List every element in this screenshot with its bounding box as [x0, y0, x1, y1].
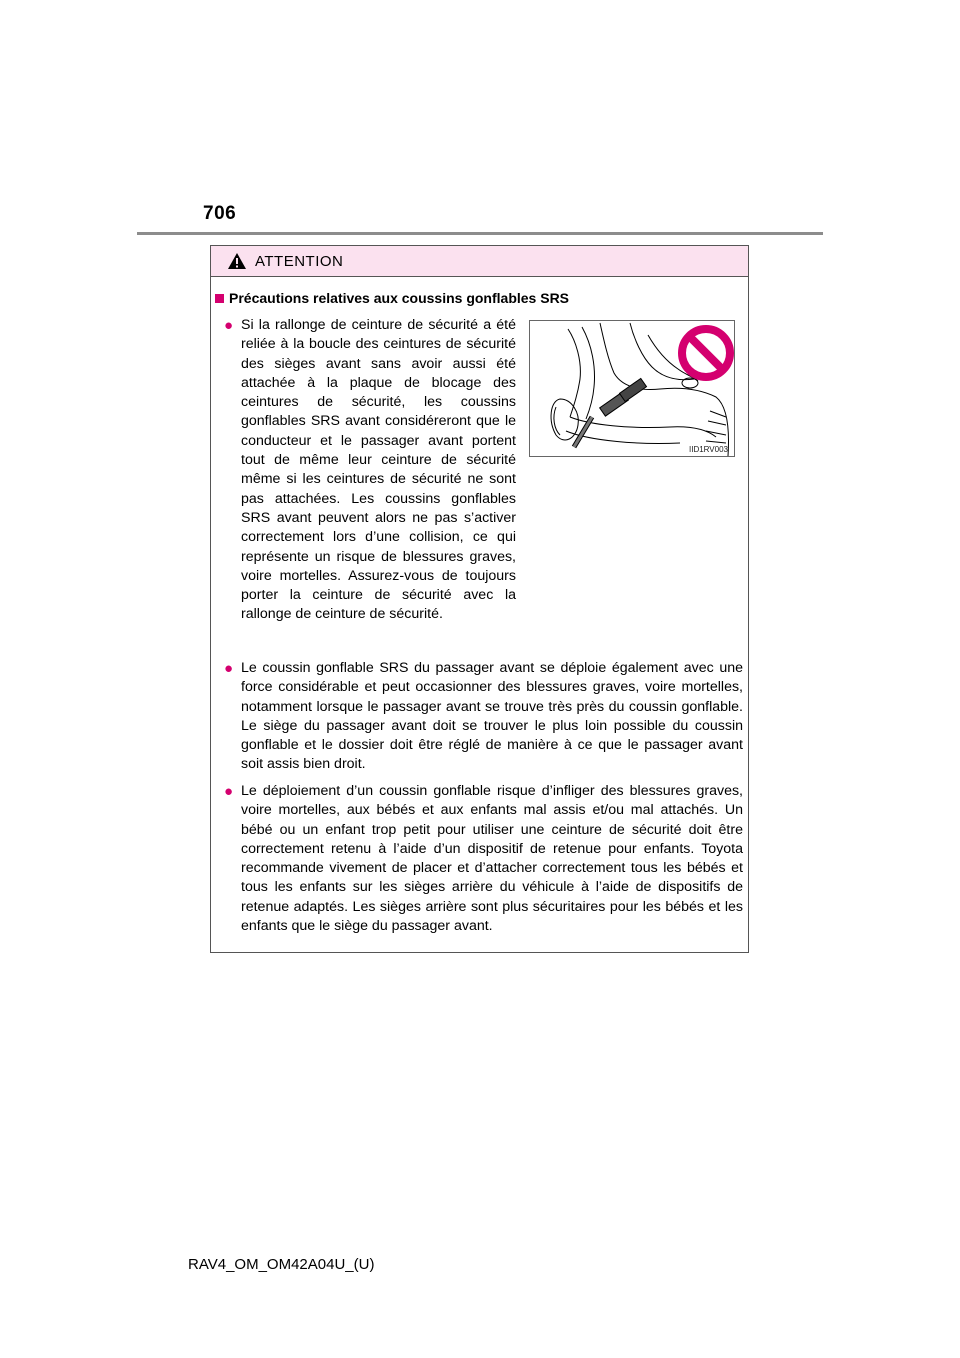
warning-title: ATTENTION — [255, 252, 344, 270]
seatbelt-illustration — [529, 320, 735, 457]
warning-box — [210, 245, 749, 953]
bullet-item — [224, 659, 743, 775]
bullet-dot-icon: ● — [224, 783, 234, 800]
warning-header — [211, 246, 748, 277]
bullet-item — [224, 316, 516, 625]
square-bullet-icon — [215, 294, 224, 303]
prohibition-icon — [682, 329, 730, 377]
bullet-dot-icon: ● — [224, 660, 234, 677]
illustration-code: IID1RV003 — [689, 445, 728, 454]
bullet-text: Le déploiement d’un coussin gonflable risque d’infliger des blessures graves, voire mortelles, aux bébés et aux enfants mal assis et/ou mal attachés. Un bébé ou un enfant trop petit pour utiliser une ceinture de sécurité doit être correctement retenu à l’aide d’un dispositif de retenue pour enfants. Toyota recommande vivement de placer et d’attacher correctement tous les bébés et tous les enfants sur les sièges arrière du véhicule à l’aide de dispositifs de retenue adaptés. Les sièges arrière sont plus sécuritaires pour les bébés et les enfants que le siège du passager avant. — [241, 783, 743, 935]
warning-triangle-icon — [227, 252, 247, 270]
bullet-text: Le coussin gonflable SRS du passager avant se déploie également avec une force considérable et peut occasionner des blessures graves, voire mortelles, notamment lorsque le passager avant se trouve très près du coussin gonflable. Le siège du passager avant doit se trouver le plus loin possible du coussin gonflable et le dossier doit être réglé de manière à ce que le passager avant soit assis bien droit. — [241, 660, 743, 773]
bullet-text: Si la rallonge de ceinture de sécurité a été reliée à la boucle des ceintures de sécurité des sièges avant sans avoir aussi été attachée à la plaque de blocage des ceintures de sécurité, les coussins gonflables SRS avant considéreront que le conducteur et le passager avant portent tout de même leur ceinture de sécurité même si les ceintures de sécurité ne sont pas attachées. Les coussins gonflables SRS avant peuvent alors ne pas s’activer correctement lors d’une collision, ce qui représente un risque de blessures graves, voire mortelles. Assurez-vous de toujours porter la ceinture de sécurité avec la rallonge de ceinture de sécurité. — [241, 317, 516, 623]
seatbelt-extender-drawing — [530, 321, 734, 456]
section-heading-text: Précautions relatives aux coussins gonflables SRS — [229, 290, 570, 306]
footer-document-code: RAV4_OM_OM42A04U_(U) — [188, 1256, 375, 1273]
bullet-dot-icon: ● — [224, 317, 234, 334]
section-heading — [215, 290, 569, 306]
page-number: 706 — [203, 203, 237, 224]
header-rule — [137, 232, 823, 235]
bullet-item — [224, 782, 743, 936]
